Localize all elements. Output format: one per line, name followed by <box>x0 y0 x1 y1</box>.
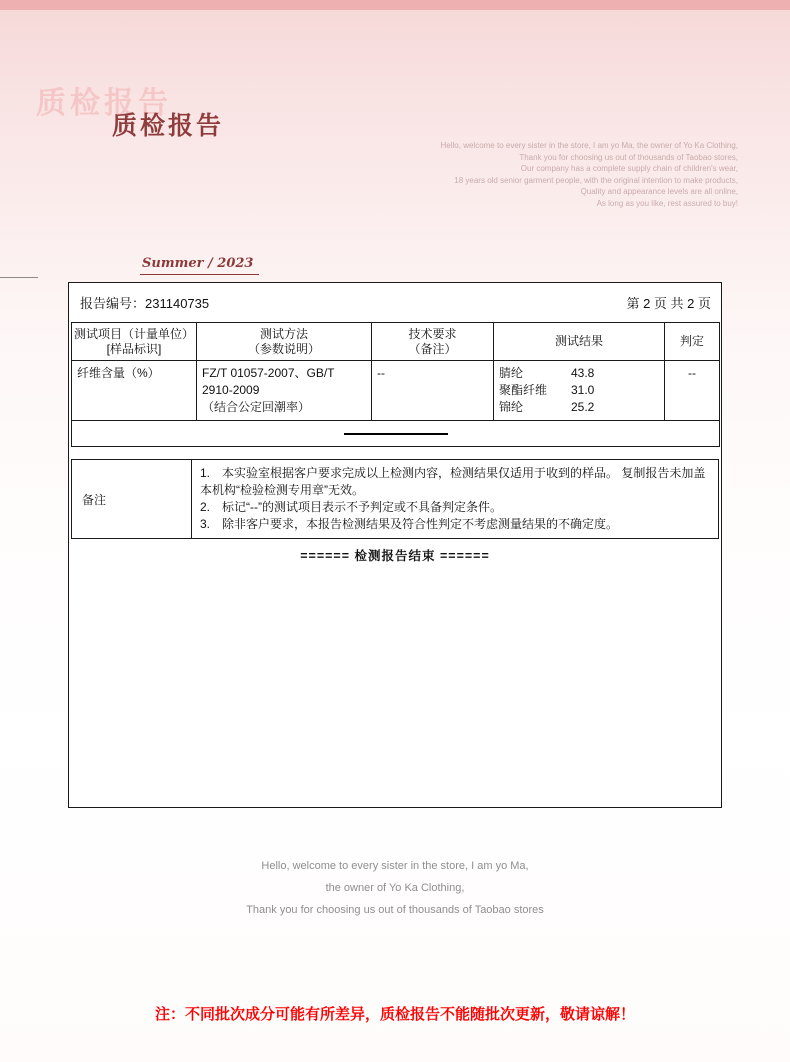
remark-table <box>71 459 719 539</box>
remark-item: 1. 本实验室根据客户要求完成以上检测内容，检测结果仅适用于收到的样品。 复制报告未加盖本机构“检验检测专用章”无效。 <box>200 466 706 497</box>
result-fiber-name: 锦纶 <box>499 400 524 414</box>
intro-line: As long as you like, rest assured to buy! <box>596 198 738 208</box>
result-line <box>499 365 659 382</box>
season-label: Summer / 2023 <box>140 256 259 275</box>
report-end-marker: ====== 检测报告结束 ====== <box>300 549 490 563</box>
report-header-row <box>69 283 721 322</box>
test-item-cell: 纤维含量（%） <box>72 361 197 421</box>
remark-item: 2. 标记“--”的测试项目表示不予判定或不具备判定条件。 <box>200 500 502 514</box>
intro-line: 18 years old senior garment people, with the original intention to make products, <box>454 175 738 185</box>
intro-line: Hello, welcome to every sister in the store, I am yo Ma, the owner of Yo Ka Clothing, <box>440 141 738 150</box>
judgement-cell: -- <box>665 361 720 421</box>
table-row <box>72 361 720 421</box>
column-header-test-item: 测试项目（计量单位） [样品标识] <box>72 323 197 361</box>
column-header-judgement: 判定 <box>665 323 720 361</box>
remark-body <box>192 460 719 539</box>
result-fiber-name: 腈纶 <box>499 366 524 380</box>
intro-line: Our company has a complete supply chain of children's wear, <box>520 164 738 173</box>
intro-line: Thank you for choosing us out of thousands of Taobao stores, <box>519 152 738 162</box>
result-fiber-value: 31.0 <box>571 383 595 397</box>
footer-line: the owner of Yo Ka Clothing, <box>325 882 465 894</box>
table-header-row <box>72 323 720 361</box>
separator-line <box>344 433 448 435</box>
watermark-title: 质检报告 <box>36 87 172 120</box>
footer-intro <box>0 855 790 921</box>
footer-line: Hello, welcome to every sister in the store, I am yo Ma, <box>261 860 529 872</box>
intro-line: Quality and appearance levels are all online, <box>580 187 738 196</box>
result-fiber-value: 43.8 <box>571 366 595 380</box>
remark-label: 备注 <box>72 460 192 539</box>
season-row <box>0 256 790 282</box>
store-intro <box>441 140 738 209</box>
separator-row <box>72 421 720 447</box>
test-result-cell <box>494 361 665 421</box>
report-number <box>80 293 209 312</box>
result-line <box>499 399 659 416</box>
remark-item: 3. 除非客户要求，本报告检测结果及符合性判定不考虑测量结果的不确定度。 <box>200 517 619 531</box>
page-indicator: 第 2 页 共 2 页 <box>626 296 711 311</box>
report-box <box>68 282 722 808</box>
column-header-test-result: 测试结果 <box>494 323 665 361</box>
tech-requirement-cell: -- <box>372 361 494 421</box>
result-fiber-value: 25.2 <box>571 400 595 414</box>
footer-line: Thank you for choosing us out of thousands of Taobao stores <box>246 904 544 916</box>
report-number-value: 231140735 <box>145 296 210 311</box>
report-number-label: 报告编号： <box>80 296 146 311</box>
batch-notice: 注：不同批次成分可能有所差异，质检报告不能随批次更新，敬请谅解！ <box>154 1006 635 1023</box>
test-method-cell: FZ/T 01057-2007、GB/T 2910-2009 （结合公定回潮率） <box>197 361 372 421</box>
result-line <box>499 382 659 399</box>
result-fiber-name: 聚酯纤维 <box>499 383 548 397</box>
left-rule-decoration <box>0 277 38 278</box>
test-results-table <box>71 322 720 447</box>
top-strip-decoration <box>0 0 790 10</box>
column-header-test-method: 测试方法 （参数说明） <box>197 323 372 361</box>
column-header-tech-requirement: 技术要求 （备注） <box>372 323 494 361</box>
page-title: 质检报告 <box>112 112 225 140</box>
